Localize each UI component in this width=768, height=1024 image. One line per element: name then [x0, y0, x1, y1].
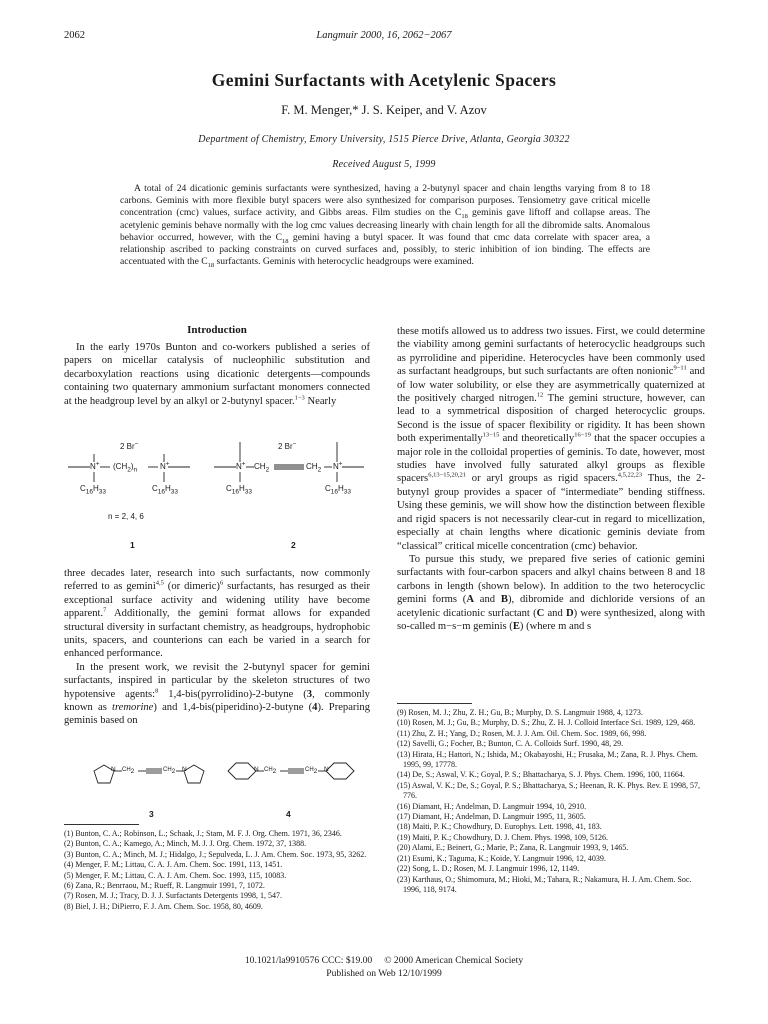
received-date: Received August 5, 1999	[332, 159, 436, 170]
section-heading-introduction: Introduction	[187, 324, 247, 336]
affiliation: Department of Chemistry, Emory University, 1515 Pierce Drive, Atlanta, Georgia 30322	[198, 134, 570, 145]
reference-item: (4) Menger, F. M.; Littau, C. A. J. Am. Chem. Soc. 1991, 113, 1451.	[64, 860, 283, 870]
reference-item: (6) Zana, R.; Benrraou, M.; Rueff, R. Langmuir 1991, 7, 1072.	[64, 881, 265, 891]
compound-label-1: 1	[130, 540, 135, 550]
intro-right-column-text: these motifs allowed us to address two issues. First, we could determine the viability among gemini surfactants of heterocyclic headgroups such as pyrrolidine and piperidine. Heterocycles have been commonly used as surfactant headgroups, but such surfactants are often nonionic$^{9-11}$ and of low water solubility, or else they are asymmetrically quaternized at the positively charged nitrogen.$^{12}$ The gemini structure, however, can lead to a symmetrical disposition of charged heterocyclic groups. Second is the issue of spacer flexibility or rigidity. It has been shown both experimentally$^{13-15}$ and theoretically$^{16-19}$ that the spacer occupies a major role in the colloidal properties of geminis. To date, however, most studies have involved fully saturated alkyl groups as flexible spacers$^{6,13-15,20,21}$ or aryl groups as rigid spacers.$^{4,5,22,23}$ Thus, the 2-butynyl group provides a spacer of “intermediate” bending stiffness. Using these geminis, we will show how the distinction between flexible and rigid spacers is not necessarily clear-cut in regard to micellization, especially at chain lengths where dicationic geminis deviate from “classical” critical micelle concentration (cmc) behavior. To pursue this study, we prepared five series of cationic gemini surfactants with four-carbon spacers and alkyl chains between 8 and 18 carbons in length (shown below). In addition to the two heterocyclic gemini forms (A and B), dibromide and dichloride versions of an acetylenic dicationic surfactant (C and D) were synthesized, along with so-called m−s−m geminis (E) (where m and s	[397, 326, 705, 632]
compound-label-4: 4	[286, 809, 291, 819]
article-title: Gemini Surfactants with Acetylenic Spacers	[211, 70, 557, 90]
reference-item: (19) Maiti, P. K.; Chowdhury, D. J. Chem. Phys. 1998, 109, 5126.	[397, 832, 609, 842]
reference-item: (17) Diamant, H.; Andelman, D. Langmuir 1995, 11, 3605.	[397, 812, 586, 822]
counterion-label: 2 Br−	[120, 440, 139, 451]
nitrogen-atom: N	[324, 766, 329, 773]
nitrogen-atom: N+	[160, 460, 170, 471]
reference-item: (12) Savelli, G.; Focher, B.; Bunton, C. A. Colloids Surf. 1990, 48, 29.	[397, 739, 624, 749]
nitrogen-atom: N+	[333, 460, 343, 471]
reference-item: (11) Zhu, Z. H.; Yang, D.; Rosen, M. J. J. Am. Oil. Chem. Soc. 1989, 66, 998.	[397, 728, 647, 738]
structure-figure-3-4	[64, 755, 370, 825]
compound-label-2: 2	[291, 540, 296, 550]
reference-item: (13) Hirata, H.; Hattori, N.; Ishida, M.; Okabayoshi, H.; Frusaka, M.; Zana, R. J. Phys. Chem. 1995, 99, 17778.	[397, 749, 698, 770]
methylene-group: $CH_2$	[163, 767, 176, 776]
hydrocarbon-chain: $C_{16}H_{33}$	[152, 484, 179, 496]
abstract: A total of 24 dicationic geminis surfactants were synthesized, having a 2-butynyl spacer and chain lengths varying from 8 to 18 carbons. Geminis with more flexible butyl spacers were also synthesized for comparison purposes. Tensiometry gave critical micelle concentration (cmc) values, surface activity, and Gibbs areas. Film studies on the $C_{18}$ geminis gave liftoff and collapse areas. The acetylenic geminis behave normally with the log cmc values decreasing linearly with chain length for all the dibromide salts. Anomalous behavior occurred, however, with the $C_{18}$ gemini having a butyl spacer. It was found that cmc data correlate with spacer area, a relationship ascribed to packing constraints on curved surfaces and, possibly, to steric inhibition of ion binding. The effects are accentuated with the $C_{18}$ surfactants. Geminis with heterocyclic headgroups were examined.	[120, 183, 650, 270]
hydrocarbon-chain: $C_{16}H_{33}$	[80, 484, 107, 496]
reference-item: (9) Rosen, M. J.; Zhu, Z. H.; Gu, B.; Murphy, D. S. Langmuir 1988, 4, 1273.	[397, 708, 643, 717]
author-list: F. M. Menger,* J. S. Keiper, and V. Azov	[281, 103, 487, 117]
publication-date-line: Published on Web 12/10/1999	[326, 968, 442, 979]
nitrogen-atom: N	[111, 766, 116, 773]
reference-list-right	[397, 708, 705, 895]
n-values: n = 2, 4, 6	[108, 512, 144, 521]
counterion-label: 2 Br−	[278, 440, 297, 451]
hydrocarbon-chain: $C_{16}H_{33}$	[226, 484, 253, 496]
nitrogen-atom: N+	[90, 460, 100, 471]
reference-item: (5) Menger, F. M.; Littau, C. A. J. Am. Chem. Soc. 1993, 115, 10083.	[64, 870, 287, 880]
methylene-group: $CH_2$	[305, 767, 318, 776]
hydrocarbon-chain: $C_{16}H_{33}$	[325, 484, 352, 496]
methylene-group: $CH_2$	[254, 462, 270, 474]
reference-item: (21) Esumi, K.; Taguma, K.; Koide, Y. Langmuir 1996, 12, 4039.	[397, 853, 606, 863]
reference-item: (16) Diamant, H.; Andelman, D. Langmuir 1994, 10, 2910.	[397, 801, 587, 811]
nitrogen-atom: N	[182, 766, 187, 773]
nitrogen-atom: N+	[236, 460, 246, 471]
reference-item: (14) De, S.; Aswal, V. K.; Goyal, P. S.; Bhattacharya, S. J. Phys. Chem. 1996, 100, 11664.	[397, 770, 685, 780]
footnote-rule	[64, 824, 139, 825]
reference-item: (10) Rosen, M. J.; Gu, B.; Murphy, D. S.; Zhu, Z. H. J. Colloid Interface Sci. 1989, 129, 468.	[397, 718, 696, 728]
reference-item: (15) Aswal, V. K.; De, S.; Goyal, P. S.; Bhattacharya, S.; Heenan, R. K. Phys. Rev. E 1998, 57, 776.	[397, 780, 700, 801]
reference-item: (3) Bunton, C. A.; Minch, M. J.; Hidalgo, J.; Sepulveda, L. J. Am. Chem. Soc. 1973, 95, 3262.	[64, 849, 367, 859]
page-number: 2062	[64, 30, 85, 41]
structure-figure-1-2	[64, 434, 370, 556]
running-header	[64, 30, 704, 46]
reference-item: (23) Karthaus, O.; Shimomura, M.; Hioki, M.; Tahara, R.; Nakamura, H. J. Am. Chem. Soc. 1996, 118, 9174.	[397, 874, 692, 894]
methylene-group: $CH_2$	[122, 767, 135, 776]
methylene-group: $CH_2$	[264, 767, 277, 776]
intro-paragraph-2-3: three decades later, research into such surfactants, now commonly referred to as gemini$^{4,5}$ (or dimeric)$^6$ surfactants, has resurged as their exceptional surface activity and widening utility have become apparent.$^7$ Additionally, the gemini format allows for expanded structural diversity in surfactant chemistry, as headgroups, hydrophobic units, spacers, and counterions can each be varied in a search for enhanced performance. In the present work, we revisit the 2-butynyl spacer for gemini surfactants, inspired in particular by the skeleton structures of two hypotensive agents:$^8$ 1,4-bis(pyrrolidino)-2-butyne (3, commonly known as tremorine) and 1,4-bis(piperidino)-2-butyne (4). Preparing geminis based on	[64, 568, 370, 727]
reference-item: (8) Biel, J. H.; DiPierro, F. J. Am. Chem. Soc. 1958, 80, 4609.	[64, 901, 263, 911]
methylene-group: $CH_2$	[306, 462, 322, 474]
reference-item: (20) Alami, E.; Beinert, G.; Marie, P.; Zana, R. Langmuir 1993, 9, 1465.	[397, 843, 629, 853]
journal-citation: Langmuir 2000, 16, 2062−2067	[316, 30, 452, 41]
footnote-rule	[397, 703, 472, 704]
reference-item: (2) Bunton, C. A.; Kamego, A.; Minch, M. J. J. Org. Chem. 1972, 37, 1388.	[64, 839, 307, 849]
reference-item: (18) Maiti, P. K.; Chowdhury, D. Europhys. Lett. 1998, 41, 183.	[397, 822, 602, 832]
doi-copyright-line: 10.1021/la9910576 CCC: $19.00 © 2000 American Chemical Society	[244, 955, 524, 966]
reference-item: (22) Song, L. D.; Rosen, M. J. Langmuir 1996, 12, 1149.	[397, 864, 580, 874]
alkyl-spacer: $(CH_2)_n$	[113, 462, 138, 474]
compound-label-3: 3	[149, 809, 154, 819]
nitrogen-atom: N	[254, 766, 259, 773]
reference-list-left	[64, 829, 370, 912]
reference-item: (7) Rosen, M. J.; Tracy, D. J. J. Surfactants Detergents 1998, 1, 547.	[64, 891, 282, 901]
reference-item: (1) Bunton, C. A.; Robinson, L.; Schaak, J.; Stam, M. F. J. Org. Chem. 1971, 36, 2346.	[64, 829, 342, 838]
intro-paragraph-1: In the early 1970s Bunton and co-workers published a series of papers on micellar catalysis of nucleophilic substitution and decarboxylation reactions using dicationic detergents—compounds containing two quaternary ammonium surfactant monomers connected at the headgroup level by an alkyl or 2-butynyl spacer.$^{1-3}$ Nearly	[64, 342, 370, 407]
